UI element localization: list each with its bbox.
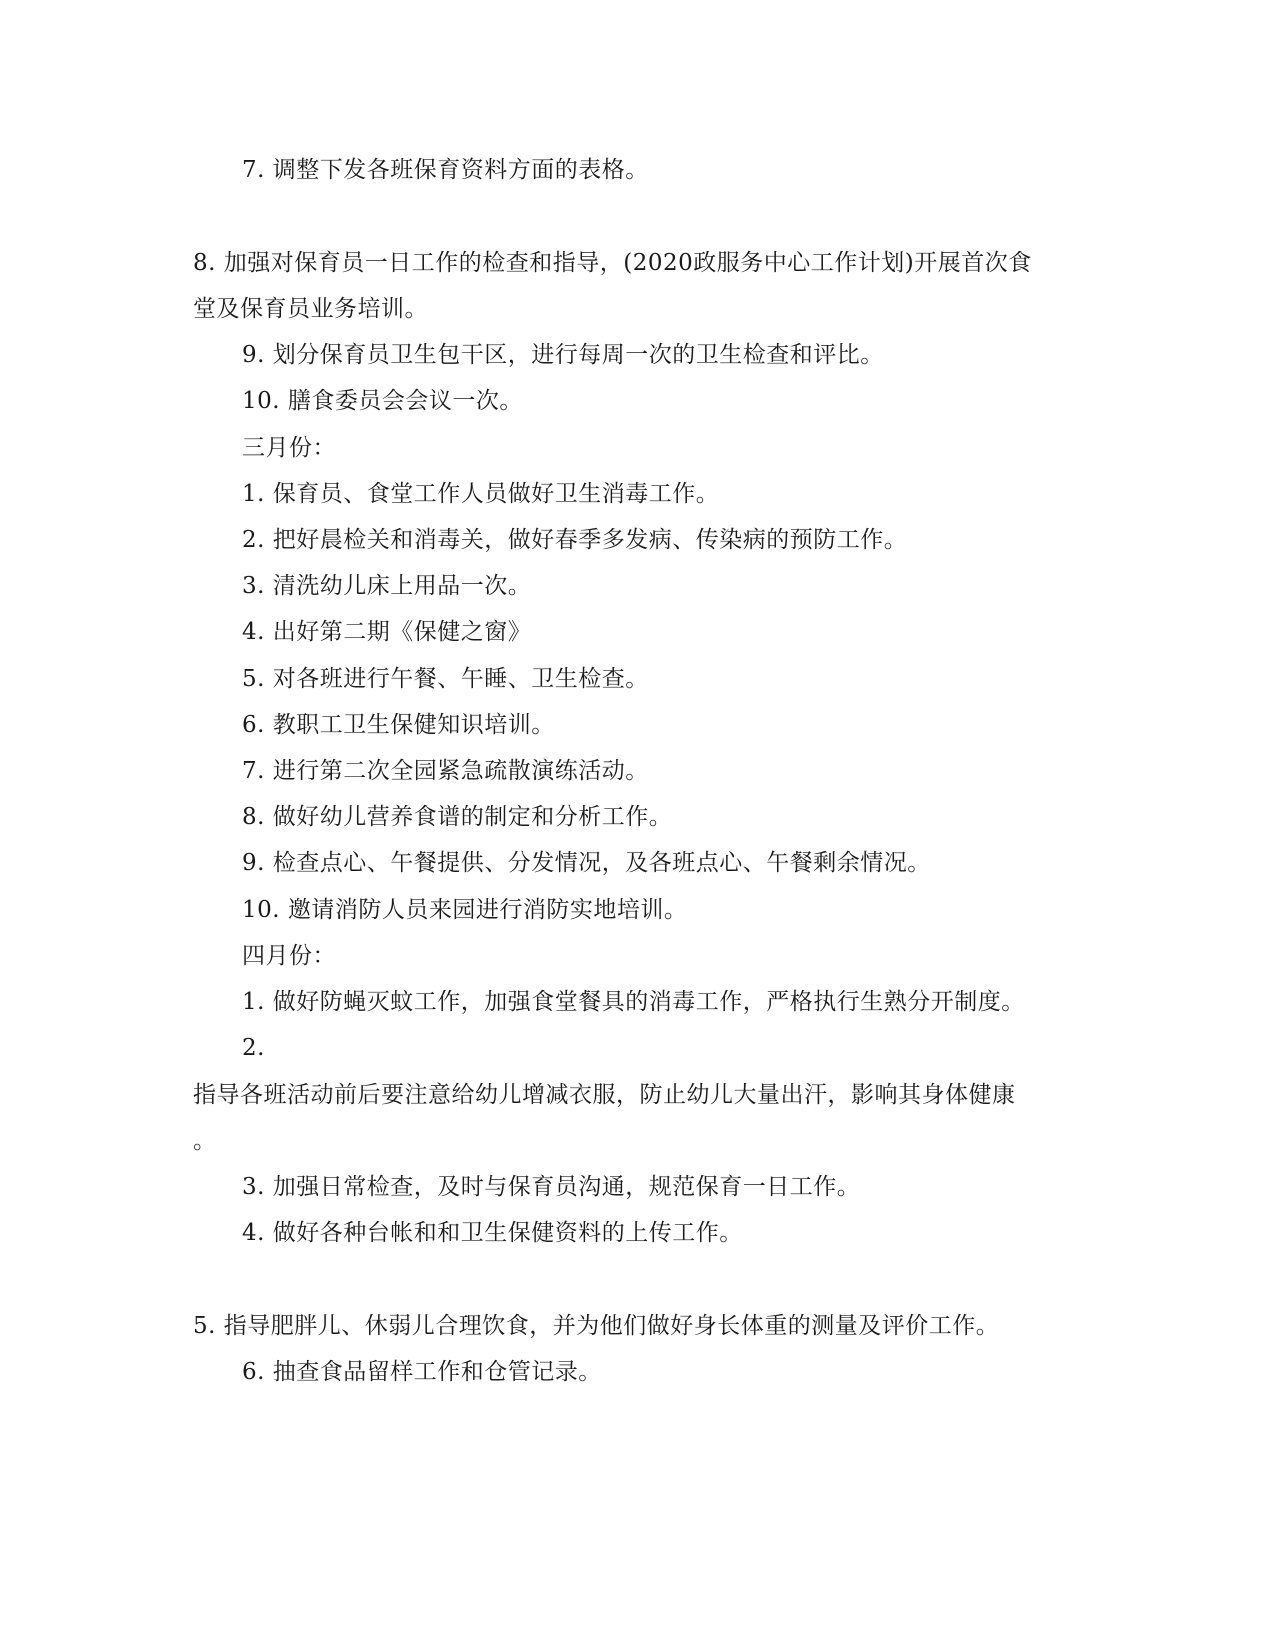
text-line: 4. 做好各种台帐和和卫生保健资料的上传工作。 bbox=[242, 1220, 743, 1246]
text-line: 5. 指导肥胖儿、休弱儿合理饮食，并为他们做好身长体重的测量及评价工作。 bbox=[193, 1313, 1000, 1339]
section-heading: 四月份： bbox=[242, 943, 336, 969]
text-line: 2. bbox=[242, 1035, 265, 1061]
text-line: 5. 对各班进行午餐、午睡、卫生检查。 bbox=[242, 666, 649, 692]
text-line: 4. 出好第二期《保健之窗》 bbox=[242, 619, 532, 645]
text-line: 2. 把好晨检关和消毒关，做好春季多发病、传染病的预防工作。 bbox=[242, 527, 908, 553]
text-line: 1. 做好防蝇灭蚊工作，加强食堂餐具的消毒工作，严格执行生熟分开制度。 bbox=[242, 989, 1025, 1015]
text-line: 8. 加强对保育员一日工作的检查和指导，(2020政服务中心工作计划)开展首次食 bbox=[193, 250, 1032, 276]
text-line: 。 bbox=[193, 1128, 217, 1154]
text-line: 6. 抽查食品留样工作和仓管记录。 bbox=[242, 1359, 602, 1385]
text-line: 指导各班活动前后要注意给幼儿增减衣服，防止幼儿大量出汗，影响其身体健康 bbox=[193, 1082, 1016, 1108]
text-line: 6. 教职工卫生保健知识培训。 bbox=[242, 712, 555, 738]
text-line: 9. 检查点心、午餐提供、分发情况，及各班点心、午餐剩余情况。 bbox=[242, 850, 931, 876]
text-line: 1. 保育员、食堂工作人员做好卫生消毒工作。 bbox=[242, 481, 720, 507]
text-line: 10. 邀请消防人员来园进行消防实地培训。 bbox=[242, 897, 688, 923]
section-heading: 三月份： bbox=[242, 435, 336, 461]
text-line: 7. 调整下发各班保育资料方面的表格。 bbox=[242, 157, 649, 183]
text-line: 7. 进行第二次全园紧急疏散演练活动。 bbox=[242, 758, 649, 784]
text-line: 9. 划分保育员卫生包干区，进行每周一次的卫生检查和评比。 bbox=[242, 342, 884, 368]
text-line: 8. 做好幼儿营养食谱的制定和分析工作。 bbox=[242, 804, 673, 830]
text-line: 3. 清洗幼儿床上用品一次。 bbox=[242, 573, 532, 599]
text-line: 3. 加强日常检查，及时与保育员沟通，规范保育一日工作。 bbox=[242, 1174, 861, 1200]
text-line: 10. 膳食委员会会议一次。 bbox=[242, 388, 523, 414]
text-line: 堂及保育员业务培训。 bbox=[193, 296, 428, 322]
